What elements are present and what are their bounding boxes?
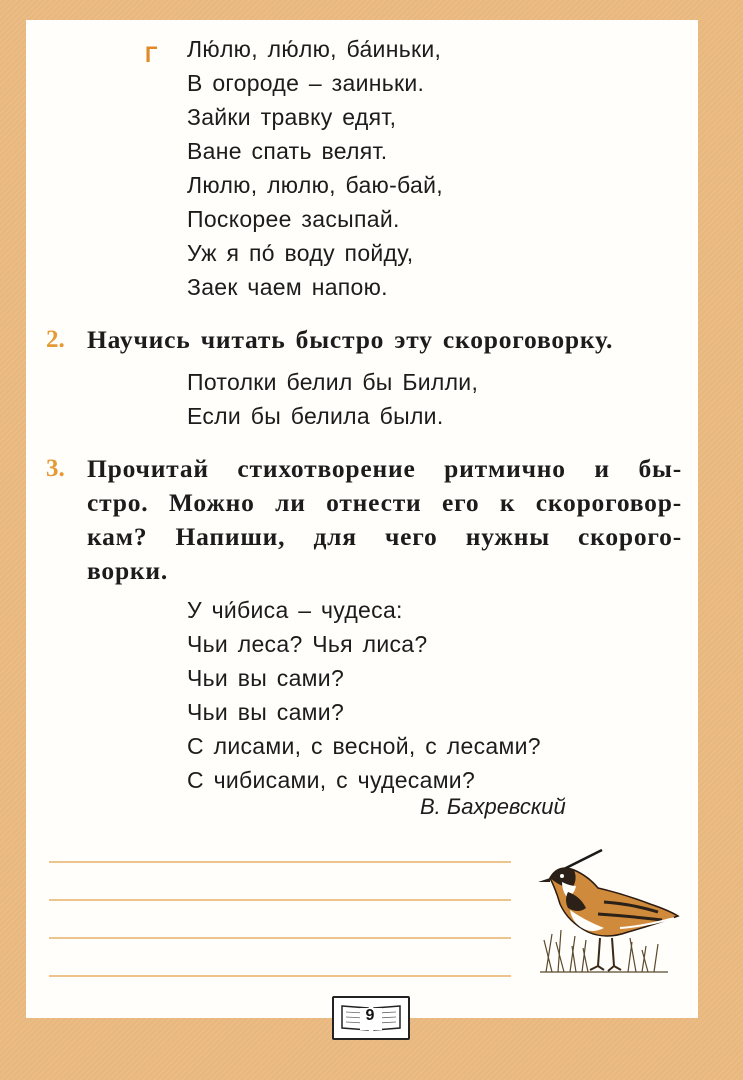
task-line: ворки. <box>87 556 169 585</box>
poem-author: В. Бахревский <box>420 794 566 819</box>
poem-line: С лисами, с весной, с лесами? <box>187 733 541 759</box>
poem-line: Поскорее засыпай. <box>187 206 400 232</box>
task-number: 3. <box>46 455 65 482</box>
poem-line: Уж я по́ воду пойду, <box>187 240 414 266</box>
poem-line: Ване спать велят. <box>187 138 388 164</box>
chibis-poem <box>187 593 541 797</box>
answer-line[interactable] <box>49 937 511 939</box>
poem-line: Чьи вы сами? <box>187 665 345 691</box>
lapwing-bird-illustration <box>528 842 688 982</box>
answer-line[interactable] <box>49 975 511 977</box>
poem-line: Заек чаем напою. <box>187 274 388 300</box>
poem-line: У чи́биса – чудеса: <box>187 597 403 623</box>
poem-line: Зайки травку едят, <box>187 104 397 130</box>
page-number: 9 <box>365 1007 375 1024</box>
poem-line: Лю́лю, лю́лю, ба́иньки, <box>187 36 442 62</box>
task-number: 2. <box>46 326 65 353</box>
answer-line[interactable] <box>49 899 511 901</box>
answer-line[interactable] <box>49 861 511 863</box>
poem-line: В огороде – заиньки. <box>187 70 425 96</box>
task-line: Прочитай стихотворение ритмично и бы- <box>87 454 682 483</box>
poem-line: С чибисами, с чудесами? <box>187 767 476 793</box>
poem-line: Люлю, люлю, баю-бай, <box>187 172 443 198</box>
task-line: стро. Можно ли отнести его к скороговор- <box>87 488 682 517</box>
lullaby-poem <box>187 32 443 304</box>
tongue-twister <box>187 365 478 433</box>
section-marker: Г <box>145 42 158 67</box>
poem-line: Если бы белила были. <box>187 403 444 429</box>
task-3-text <box>87 452 682 588</box>
task-line: Научись читать быстро эту скороговорку. <box>87 325 614 354</box>
poem-line: Чьи леса? Чья лиса? <box>187 631 428 657</box>
task-line: кам? Напиши, для чего нужны скорого- <box>87 522 682 551</box>
task-2-text <box>87 323 682 357</box>
poem-line: Чьи вы сами? <box>187 699 345 725</box>
poem-line: Потолки белил бы Билли, <box>187 369 479 395</box>
page-number-badge <box>332 996 410 1040</box>
